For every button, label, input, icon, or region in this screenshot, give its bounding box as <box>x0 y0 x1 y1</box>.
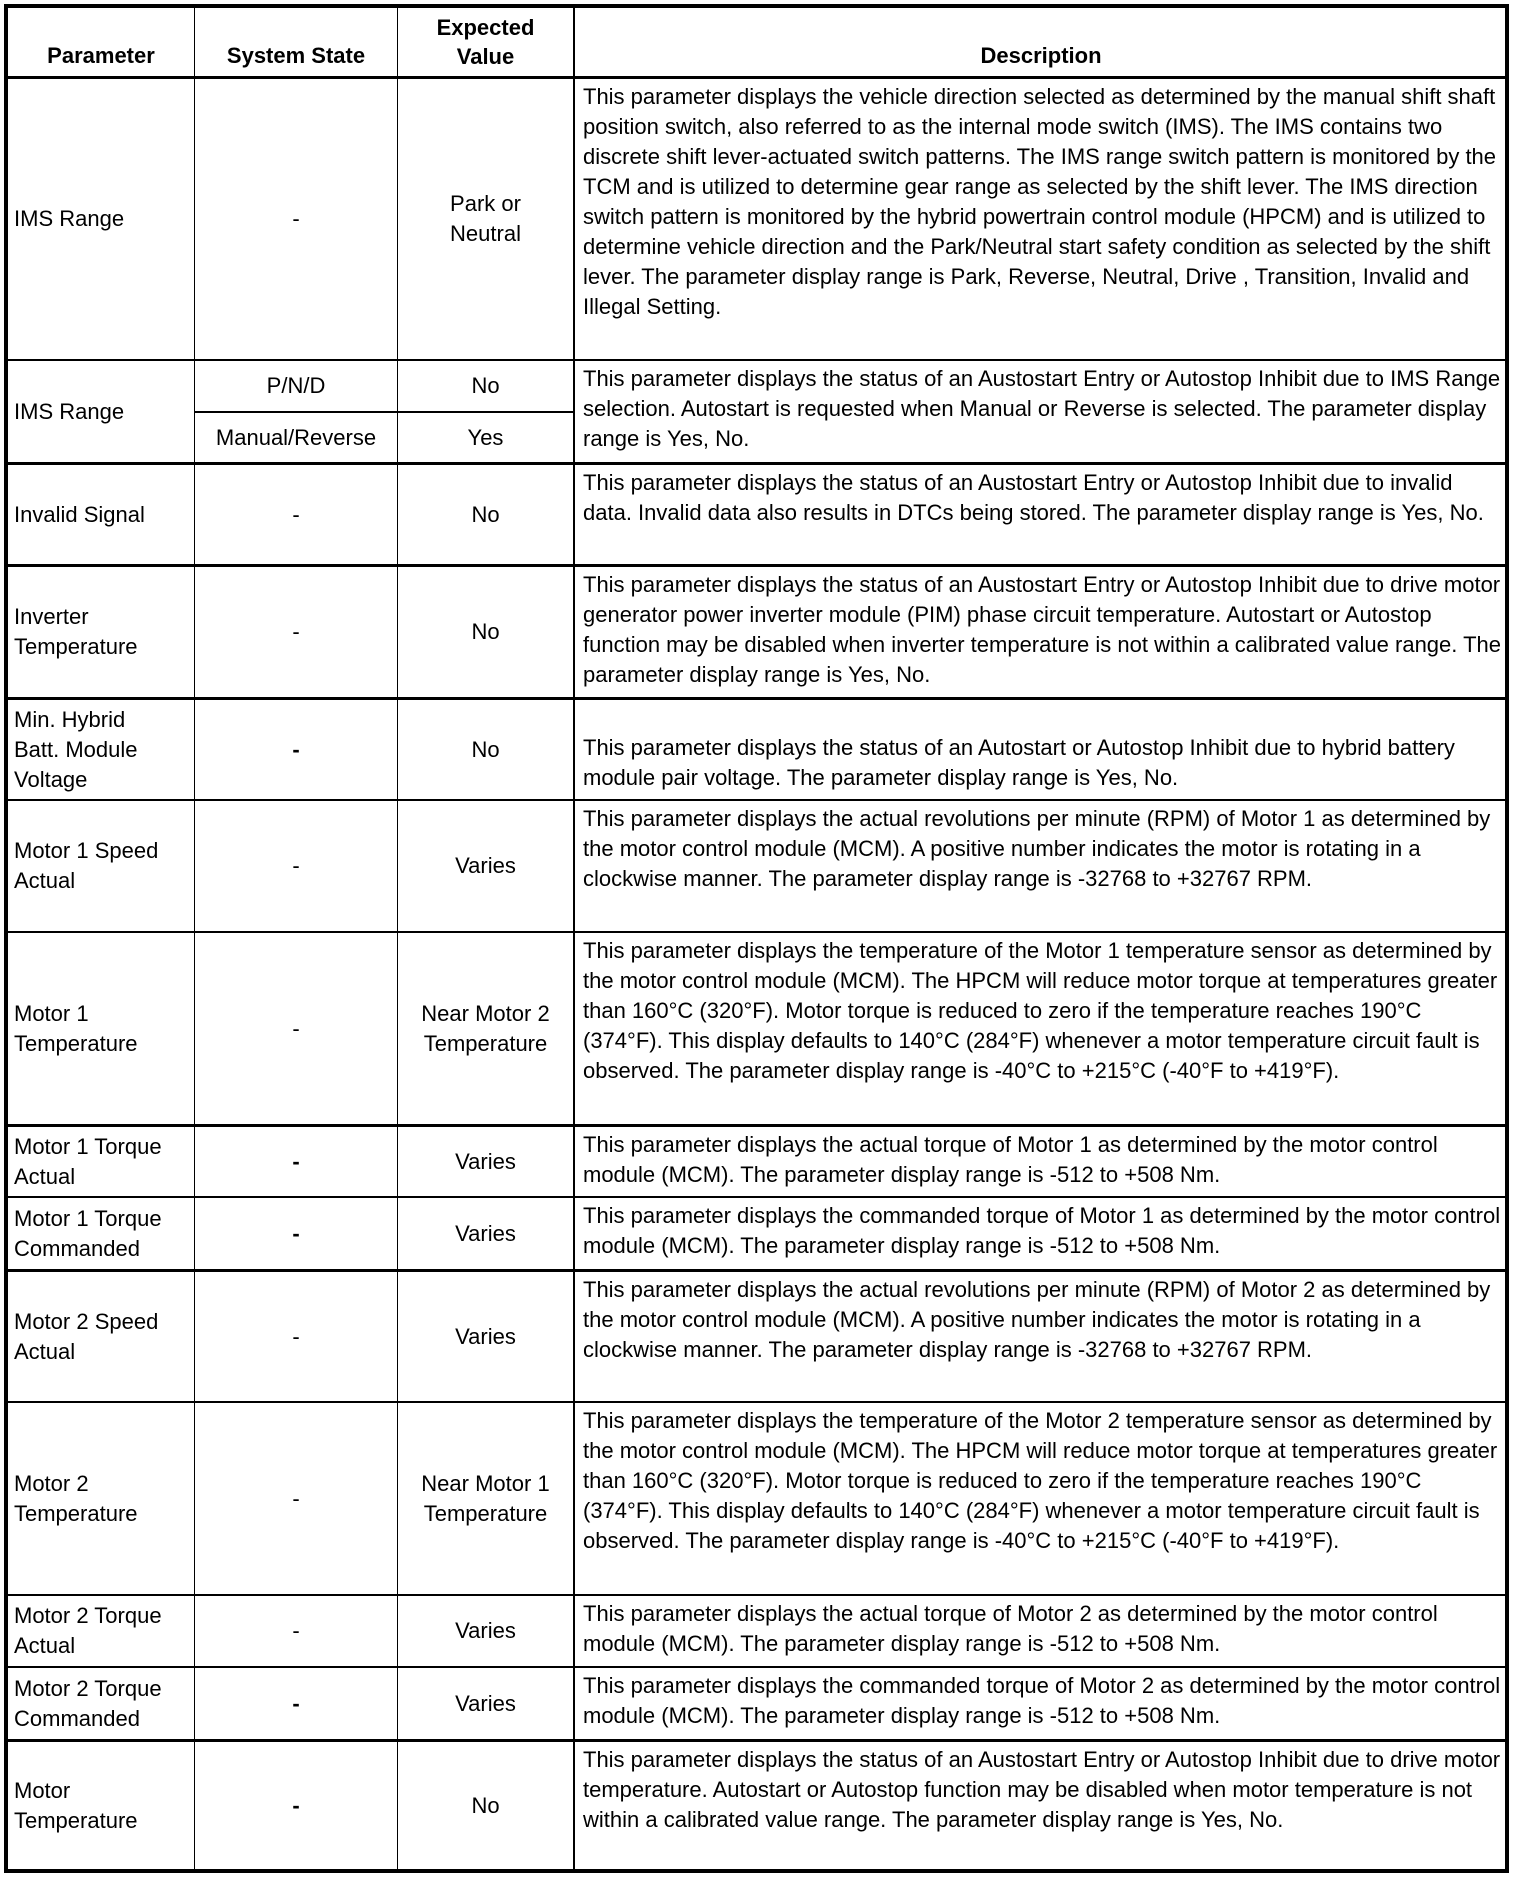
system-state-value: - <box>292 853 300 878</box>
row-10-expected-value <box>398 1403 573 1594</box>
description-text: This parameter displays the status of an Austostart Entry or Autostop Inhibit due to invalid data. Invalid data also results in DTCs being stored. The parameter display range is Yes, No. <box>583 470 1484 525</box>
system-state-value: Manual/Reverse <box>215 424 377 450</box>
row-6-description <box>575 933 1507 1124</box>
header-system-state <box>195 8 397 77</box>
row-1a-system-state <box>195 361 397 411</box>
system-state-value: - <box>292 619 300 644</box>
row-13-description <box>575 1742 1507 1869</box>
row-4-parameter <box>8 700 194 799</box>
system-state-value: - <box>292 206 300 231</box>
system-state-value: - <box>292 736 300 762</box>
row-9-expected-value <box>398 1272 573 1401</box>
row-13-system-state <box>195 1742 397 1869</box>
expected-value: Varies <box>455 1618 516 1643</box>
expected-value: Yes <box>467 424 504 450</box>
row-3-parameter <box>8 567 194 697</box>
parameter-name: Motor 1 Speed Actual <box>14 838 159 893</box>
row-8-expected-value <box>398 1198 573 1269</box>
row-7-description <box>575 1127 1507 1196</box>
row-12-parameter <box>8 1668 194 1739</box>
parameter-name: Motor 1 Torque Actual <box>14 1133 162 1189</box>
expected-value: No <box>471 619 500 644</box>
row-1b-expected-value <box>398 413 573 462</box>
row-5-expected-value <box>398 801 573 931</box>
parameter-name: Inverter Temperature <box>14 604 138 659</box>
header-description <box>575 8 1507 77</box>
parameter-name: Min. Hybrid Batt. Module Voltage <box>14 706 138 792</box>
row-11-system-state <box>195 1596 397 1666</box>
expected-value: No <box>471 736 500 762</box>
row-7-expected-value <box>398 1127 573 1196</box>
row-12-description <box>575 1668 1507 1739</box>
row-9-system-state <box>195 1272 397 1401</box>
row-6-expected-value <box>398 933 573 1124</box>
row-3-system-state <box>195 567 397 697</box>
row-1-description <box>575 361 1507 462</box>
row-4-expected-value <box>398 700 573 799</box>
parameter-name: Invalid Signal <box>14 501 145 527</box>
parameter-name: Motor 2 Temperature <box>14 1470 138 1526</box>
row-7-parameter <box>8 1127 194 1196</box>
system-state-value: P/N/D <box>266 373 326 398</box>
expected-value: No <box>471 373 500 398</box>
system-state-value: - <box>292 501 300 527</box>
row-3-expected-value <box>398 567 573 697</box>
row-2-expected-value <box>398 465 573 564</box>
row-10-system-state <box>195 1403 397 1594</box>
row-7-system-state <box>195 1127 397 1196</box>
row-4-description <box>575 700 1507 799</box>
expected-value: Varies <box>455 1323 516 1349</box>
description-text: This parameter displays the actual torque of Motor 1 as determined by the motor control module (MCM). The parameter display range is -512 to +508 Nm. <box>583 1132 1438 1187</box>
row-4-system-state <box>195 700 397 799</box>
row-0-description <box>575 79 1507 359</box>
row-8-description <box>575 1198 1507 1269</box>
parameter-name: Motor 1 Torque Commanded <box>14 1205 162 1261</box>
description-text: This parameter displays the status of an Autostart or Autostop Inhibit due to hybrid battery module pair voltage. The parameter display range is Yes, No. <box>583 735 1455 790</box>
row-8-system-state <box>195 1198 397 1269</box>
system-state-value: - <box>292 1690 300 1716</box>
row-2-parameter <box>8 465 194 564</box>
row-5-parameter <box>8 801 194 931</box>
expected-value: Varies <box>455 1220 516 1246</box>
description-text: This parameter displays the status of an Austostart Entry or Autostop Inhibit due to IMS Range selection. Autostart is requested when Manual or Reverse is selected. The parameter display range is Yes, No. <box>583 366 1501 451</box>
expected-value: No <box>471 1792 500 1818</box>
expected-value: Park or Neutral <box>450 191 521 246</box>
system-state-value: - <box>292 1323 300 1349</box>
system-state-value: - <box>292 1015 300 1041</box>
row-6-parameter <box>8 933 194 1124</box>
row-9-parameter <box>8 1272 194 1401</box>
row-12-expected-value <box>398 1668 573 1739</box>
parameter-name: Motor 2 Torque Commanded <box>14 1675 162 1731</box>
row-1-parameter <box>8 361 194 462</box>
description-text: This parameter displays the commanded torque of Motor 1 as determined by the motor control module (MCM). The parameter display range is -512 to +508 Nm. <box>583 1203 1501 1258</box>
description-text: This parameter displays the status of an Austostart Entry or Autostop Inhibit due to drive motor generator power inverter module (PIM) phase circuit temperature. Autostart or Autostop function may be disabled when inverter temperature is not within a calibrated value range. The parameter display range is Yes, No. <box>583 572 1502 687</box>
description-text: This parameter displays the temperature of the Motor 2 temperature sensor as determined by the motor control module (MCM). The HPCM will reduce motor torque at temperatures greater than 160°C (320°F). Motor torque is reduced to zero if the temperature reaches 190°C (374°F). This display defaults to 140°C (284°F) whenever a motor temperature circuit fault is observed. The parameter display range is -40°C to +215°C (-40°F to +419°F). <box>583 1408 1498 1553</box>
row-2-system-state <box>195 465 397 564</box>
system-state-value: - <box>292 1220 300 1246</box>
row-9-description <box>575 1272 1507 1401</box>
description-text: This parameter displays the actual revolutions per minute (RPM) of Motor 1 as determined by the motor control module (MCM). A positive number indicates the motor is rotating in a clockwise manner. The parameter display range is -32768 to +32767 RPM. <box>583 806 1491 891</box>
row-0-system-state <box>195 79 397 359</box>
row-11-parameter <box>8 1596 194 1666</box>
row-12-system-state <box>195 1668 397 1739</box>
row-11-description <box>575 1596 1507 1666</box>
row-6-system-state <box>195 933 397 1124</box>
row-10-description <box>575 1403 1507 1594</box>
description-text: This parameter displays the actual revolutions per minute (RPM) of Motor 2 as determined by the motor control module (MCM). A positive number indicates the motor is rotating in a clockwise manner. The parameter display range is -32768 to +32767 RPM. <box>583 1277 1491 1362</box>
system-state-value: - <box>292 1485 300 1511</box>
description-text: This parameter displays the vehicle direction selected as determined by the manual shift shaft position switch, also referred to as the internal mode switch (IMS). The IMS contains two discrete shift lever-actuated switch patterns. The IMS range switch pattern is monitored by the TCM and is utilized to determine gear range as selected by the shift lever. The IMS direction switch pattern is monitored by the hybrid powertrain control module (HPCM) and is utilized to determine vehicle direction and the Park/Neutral start safety condition as selected by the shift lever. The parameter display range is Park, Reverse, Neutral, Drive , Transition, Invalid and Illegal Setting. <box>583 84 1497 319</box>
header-system-state-label: System State <box>226 43 366 68</box>
parameter-name: Motor 2 Torque Actual <box>14 1603 162 1658</box>
row-0-parameter <box>8 79 194 359</box>
row-3-description <box>575 567 1507 697</box>
row-5-description <box>575 801 1507 931</box>
description-text: This parameter displays the temperature of the Motor 1 temperature sensor as determined by the motor control module (MCM). The HPCM will reduce motor torque at temperatures greater than 160°C (320°F). Motor torque is reduced to zero if the temperature reaches 190°C (374°F). This display defaults to 140°C (284°F) whenever a motor temperature circuit fault is observed. The parameter display range is -40°C to +215°C (-40°F to +419°F). <box>583 938 1498 1083</box>
description-text: This parameter displays the status of an Austostart Entry or Autostop Inhibit due to drive motor temperature. Autostart or Autostop function may be disabled when motor temperature is not within a calibrated value range. The parameter display range is Yes, No. <box>583 1747 1501 1832</box>
row-10-parameter <box>8 1403 194 1594</box>
header-parameter <box>8 8 194 77</box>
parameter-name: Motor Temperature <box>14 1777 138 1833</box>
expected-value: Varies <box>455 853 516 878</box>
expected-value: No <box>471 501 500 527</box>
parameter-name: Motor 2 Speed Actual <box>14 1308 159 1364</box>
system-state-value: - <box>292 1792 300 1818</box>
parameter-name: IMS Range <box>14 206 125 231</box>
header-expected-value <box>398 8 573 77</box>
system-state-value: - <box>292 1618 300 1643</box>
description-text: This parameter displays the commanded torque of Motor 2 as determined by the motor control module (MCM). The parameter display range is -512 to +508 Nm. <box>583 1673 1501 1728</box>
description-text: This parameter displays the actual torque of Motor 2 as determined by the motor control module (MCM). The parameter display range is -512 to +508 Nm. <box>583 1601 1438 1656</box>
row-5-system-state <box>195 801 397 931</box>
row-11-expected-value <box>398 1596 573 1666</box>
header-expected-value-label: Expected Value <box>436 15 535 69</box>
row-1b-system-state <box>195 413 397 462</box>
header-description-label: Description <box>980 43 1102 68</box>
expected-value: Near Motor 2 Temperature <box>421 1000 550 1056</box>
row-8-parameter <box>8 1198 194 1269</box>
row-2-description <box>575 465 1507 564</box>
system-state-value: - <box>292 1148 300 1174</box>
header-parameter-label: Parameter <box>47 43 155 68</box>
expected-value: Varies <box>455 1148 516 1174</box>
row-0-expected-value <box>398 79 573 359</box>
row-1a-expected-value <box>398 361 573 411</box>
row-13-parameter <box>8 1742 194 1869</box>
expected-value: Varies <box>455 1690 516 1716</box>
parameter-name: Motor 1 Temperature <box>14 1000 138 1056</box>
parameter-name: IMS Range <box>14 398 125 424</box>
expected-value: Near Motor 1 Temperature <box>421 1470 550 1526</box>
row-13-expected-value <box>398 1742 573 1869</box>
